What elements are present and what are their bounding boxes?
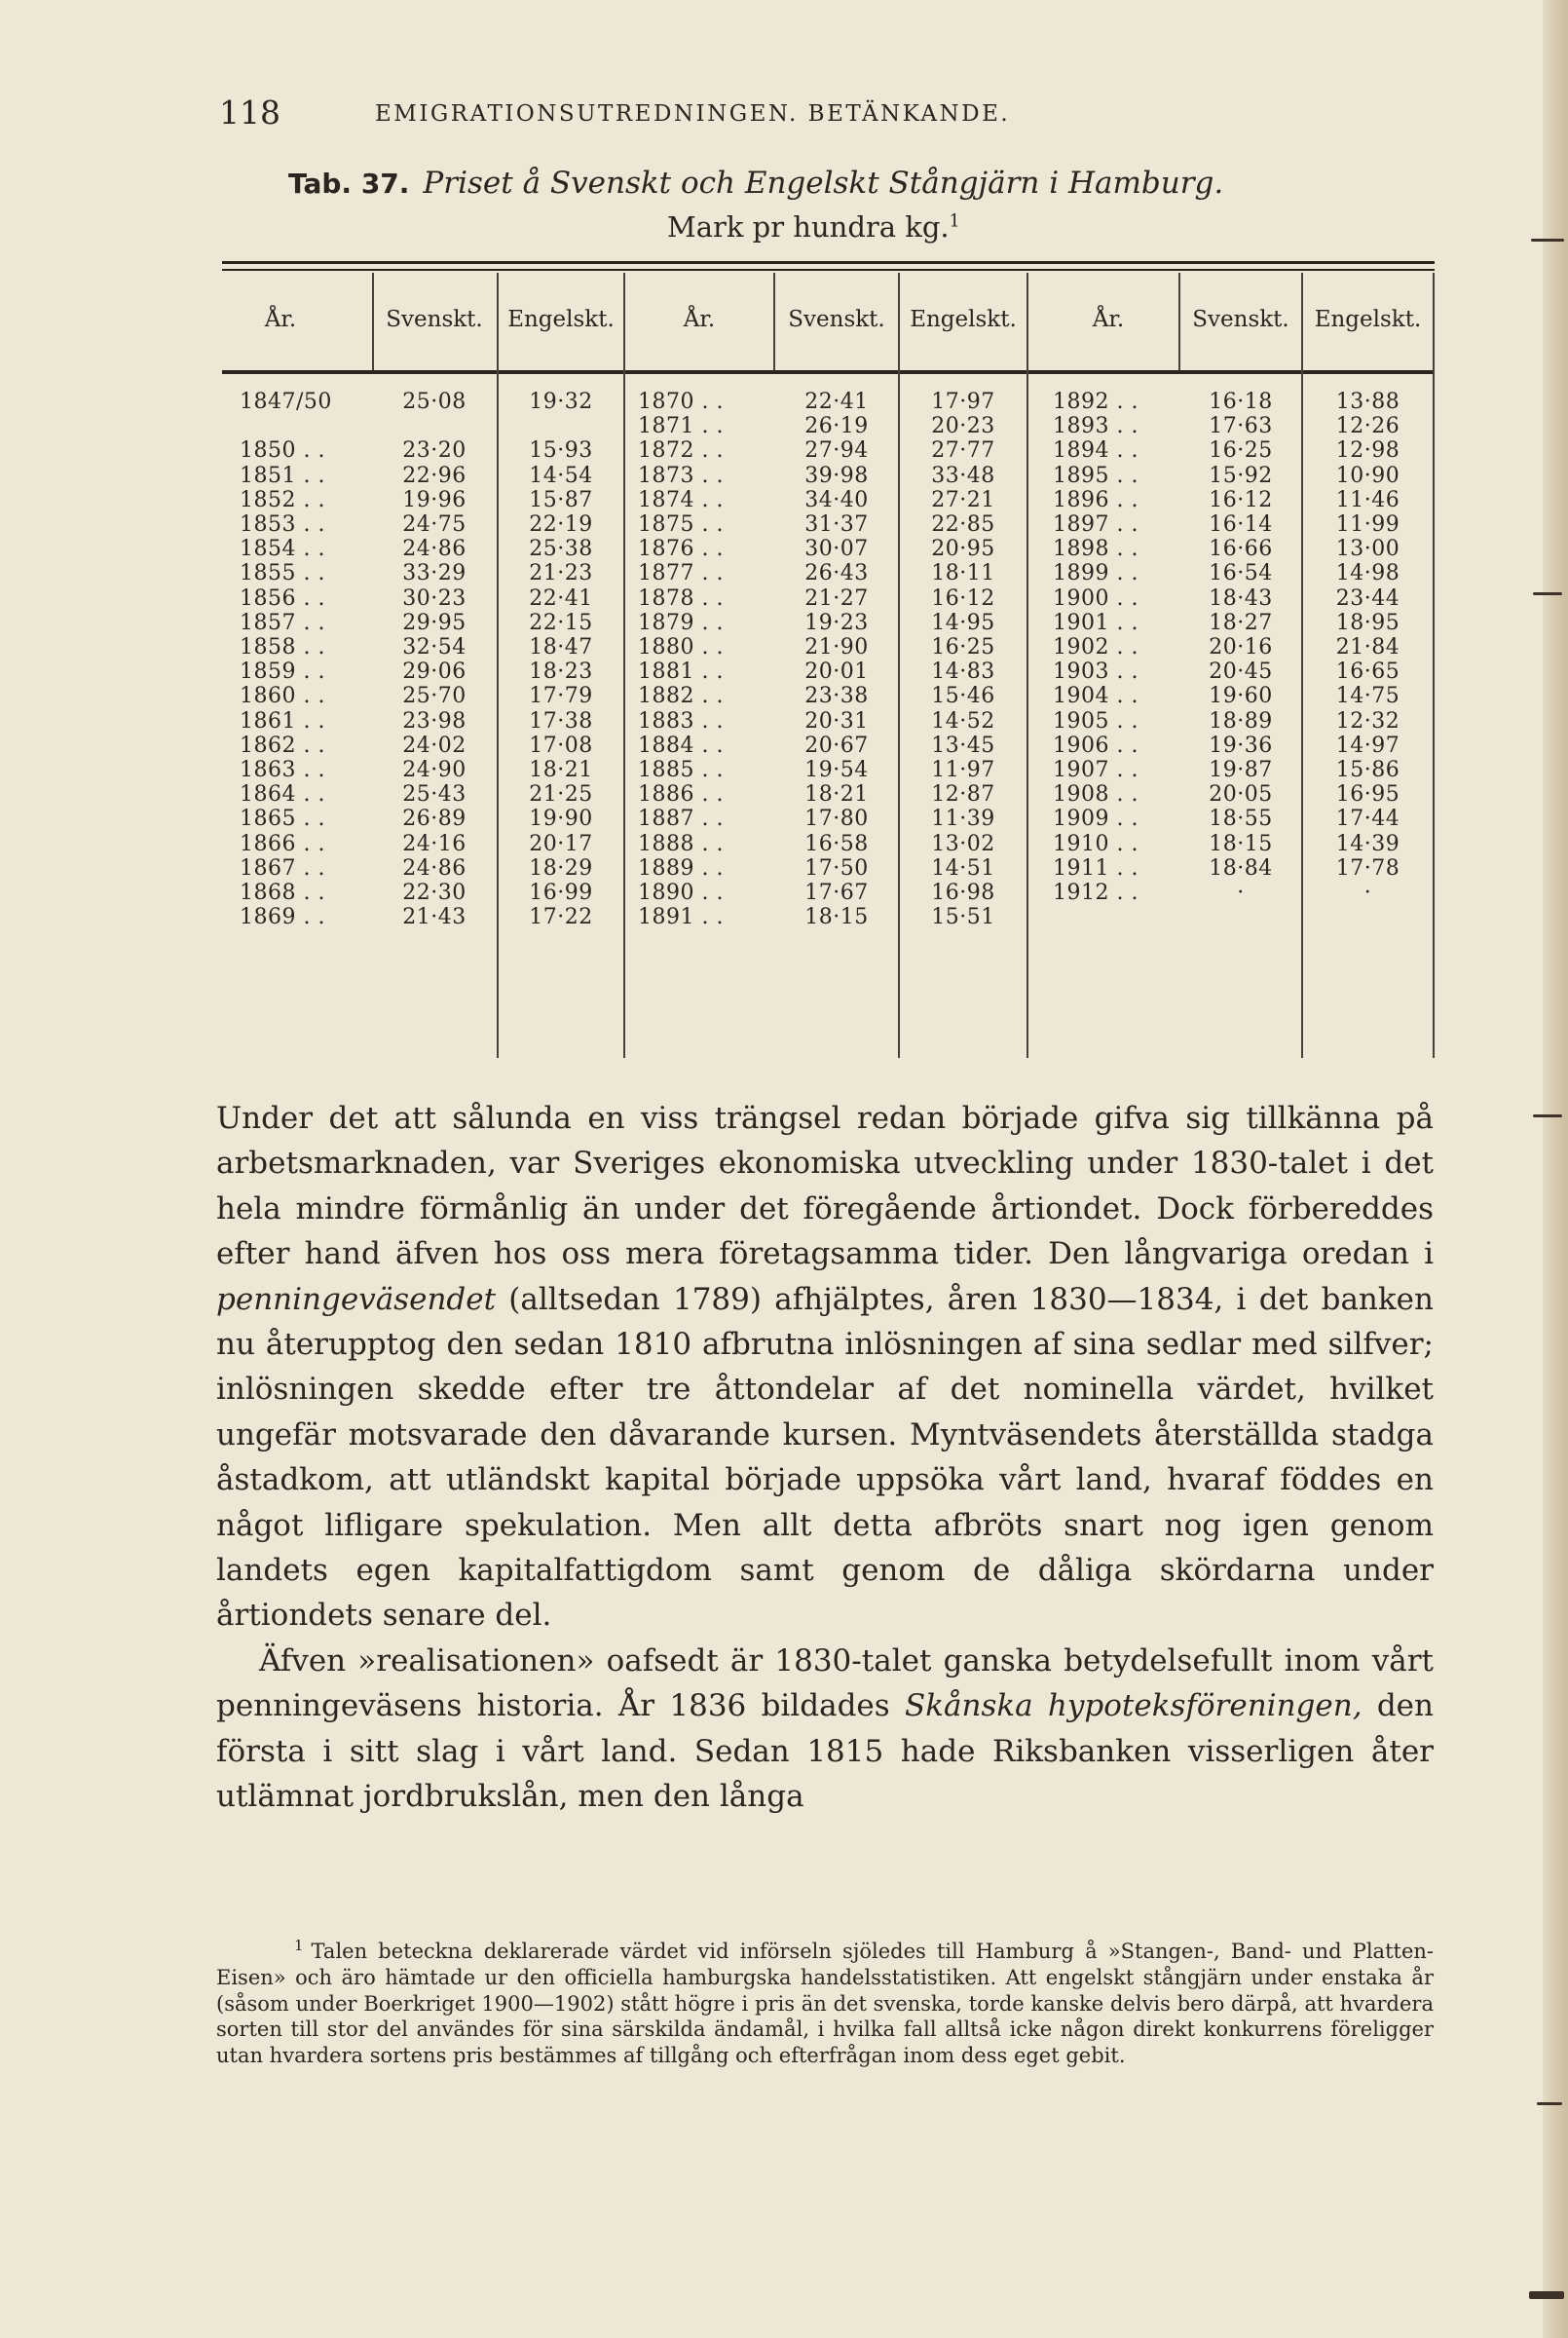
table-cell: 19·36 (1209, 733, 1273, 758)
table-cell: 20·67 (804, 733, 869, 758)
table-cell: 18·15 (804, 905, 869, 930)
running-head (219, 94, 1427, 132)
engelskt-column (1303, 390, 1433, 929)
table-cell: 14·97 (1335, 733, 1400, 758)
table-cell: 21·43 (402, 905, 467, 930)
table-cell: 17·97 (931, 390, 995, 414)
table-cell: 1903 . . (1053, 660, 1139, 685)
table-cell: 1882 . . (638, 684, 724, 709)
table-cell: 18·11 (931, 561, 995, 586)
table-cell: 1885 . . (638, 758, 724, 783)
table-cell: 1857 . . (240, 610, 325, 635)
table-cell: 21·90 (804, 635, 869, 660)
table-cell: 1852 . . (240, 487, 325, 512)
table-cell: 17·80 (804, 807, 869, 832)
table-cell: 16·58 (804, 831, 869, 856)
table-cell: 29·95 (402, 610, 467, 635)
table-cell: 22·41 (529, 585, 593, 611)
table-cell: 18·55 (1209, 807, 1273, 832)
column-header: Svenskt. (788, 307, 885, 332)
table-cell: 19·60 (1209, 684, 1273, 709)
column-header: År. (264, 307, 297, 332)
table-cell: · (1237, 881, 1245, 906)
table-cell: · (1363, 881, 1372, 906)
table-cell: 1864 . . (240, 782, 325, 808)
table-cell: 22·19 (529, 512, 593, 538)
table-cell: 1900 . . (1053, 585, 1139, 611)
table-cell: 24·90 (402, 758, 467, 783)
table-cell: 24·16 (402, 831, 467, 856)
page-number: 118 (219, 94, 280, 132)
table-cell (1303, 905, 1433, 929)
table-cell: 14·52 (931, 708, 995, 734)
table-cell: 17·78 (1335, 855, 1400, 881)
column-divider (1433, 273, 1435, 1058)
table-cell: 11·46 (1335, 487, 1400, 512)
table-cell: 20·95 (931, 537, 995, 562)
table-cell: 18·89 (1209, 708, 1273, 734)
table-cell: 17·22 (529, 905, 593, 930)
emphasis: Skånska hypoteksföreningen, (904, 1688, 1363, 1724)
table-cell: 21·23 (529, 561, 593, 586)
table-cell: 1859 . . (240, 660, 325, 685)
table-cell: 1896 . . (1053, 487, 1139, 512)
table-cell (374, 414, 495, 438)
table-cell: 1904 . . (1053, 684, 1139, 709)
table-cell: 20·45 (1209, 660, 1273, 685)
table-cell: 14·95 (931, 610, 995, 635)
text-run: (alltsedan 1789) afhjälptes, åren 1830—1834, i det banken nu återupptog den sedan 1810 afbrutna inlösningen af sina sedlar med silfver; inlösningen skedde efter tre åttondelar af det nominella värdet, hvilket ungefär motsvarade den dåvarande kursen. Myntväsendets återställda stadga åstadkom, att utländskt kapital började uppsöka vårt land, hvaraf föddes en något lifligare spekulation. Men allt detta afbröts snart nog igen genom landets egen kapitalfattigdom samt genom de dåliga skördarna under årtiondets senare del. (216, 1281, 1434, 1634)
table-cell: 23·98 (402, 708, 467, 734)
table-cell: 18·43 (1209, 585, 1273, 611)
table-cell: 21·27 (804, 585, 869, 611)
table-cell: 1874 . . (638, 487, 724, 512)
table-cell: 11·99 (1335, 512, 1400, 538)
table-cell: 1912 . . (1053, 881, 1139, 906)
table-cell: 1865 . . (240, 807, 325, 832)
table-cell: 1907 . . (1053, 758, 1139, 783)
table-cell: 16·25 (931, 635, 995, 660)
table-cell: 1855 . . (240, 561, 325, 586)
table-cell: 16·25 (1209, 438, 1273, 464)
table-cell: 16·14 (1209, 512, 1273, 538)
table-cell: 1863 . . (240, 758, 325, 783)
table-cell: 18·23 (529, 660, 593, 685)
paragraph (216, 1639, 1434, 1820)
table-cell: 23·20 (402, 438, 467, 464)
table-cell: 1853 . . (240, 512, 325, 538)
table-cell: 17·08 (529, 733, 593, 758)
table-cell: 27·21 (931, 487, 995, 512)
table-cell: 1851 . . (240, 463, 325, 488)
table-cell: 1909 . . (1053, 807, 1139, 832)
table-cell: 26·19 (804, 414, 869, 439)
table-top-rule (222, 269, 1435, 271)
table-cell: 13·88 (1335, 390, 1400, 414)
column-divider (623, 273, 625, 1058)
engelskt-column (499, 390, 623, 929)
table-cell: 1869 . . (240, 905, 325, 930)
year-column (638, 390, 770, 929)
table-cell: 1847/50 (240, 390, 332, 414)
table-cell: 34·40 (804, 487, 869, 512)
table-cell: 17·50 (804, 855, 869, 881)
table-cell: 24·75 (402, 512, 467, 538)
table-cell: 18·47 (529, 635, 593, 660)
table-cell: 22·85 (931, 512, 995, 538)
table-cell: 30·07 (804, 537, 869, 562)
table-cell: 16·54 (1209, 561, 1273, 586)
column-header: Engelskt. (507, 307, 615, 332)
table-cell: 33·48 (931, 463, 995, 488)
table-cell: 1873 . . (638, 463, 724, 488)
paragraph (216, 1096, 1434, 1639)
table-cell: 16·18 (1209, 390, 1273, 414)
table-cell: 1906 . . (1053, 733, 1139, 758)
table-cell: 13·02 (931, 831, 995, 856)
table-cell: 22·30 (402, 881, 467, 906)
table-cell: 14·51 (931, 855, 995, 881)
table-cell: 1860 . . (240, 684, 325, 709)
table-cell: 19·54 (804, 758, 869, 783)
table-cell: 11·39 (931, 807, 995, 832)
price-table (222, 261, 1435, 1058)
svenskt-column (374, 390, 495, 929)
table-cell: 15·87 (529, 487, 593, 512)
table-cell: 15·93 (529, 438, 593, 464)
table-cell: 1871 . . (638, 414, 724, 439)
table-cell: 1861 . . (240, 708, 325, 734)
table-cell: 1911 . . (1053, 855, 1139, 881)
column-header: Engelskt. (910, 307, 1017, 332)
table-cell: 17·44 (1335, 807, 1400, 832)
table-cell: 1883 . . (638, 708, 724, 734)
table-cell: 1854 . . (240, 537, 325, 562)
table-cell: 18·21 (804, 782, 869, 808)
year-column (240, 390, 370, 929)
table-cell: 1876 . . (638, 537, 724, 562)
table-cell: 1850 . . (240, 438, 325, 464)
column-header: Svenskt. (1192, 307, 1289, 332)
table-cell: 1889 . . (638, 855, 724, 881)
year-column (1053, 390, 1177, 929)
emphasis: penningeväsendet (216, 1281, 497, 1317)
table-cell: 17·63 (1209, 414, 1273, 439)
table-cell: 1905 . . (1053, 708, 1139, 734)
table-cell: 1887 . . (638, 807, 724, 832)
edge-mark (1537, 2102, 1562, 2105)
table-cell: 20·01 (804, 660, 869, 685)
table-cell: 1888 . . (638, 831, 724, 856)
svenskt-column (775, 390, 898, 929)
table-cell: 19·32 (529, 390, 593, 414)
table-cell: 15·46 (931, 684, 995, 709)
table-title: Priset å Svenskt och Engelskt Stångjärn i Hamburg. (423, 166, 1224, 201)
table-cell: 1868 . . (240, 881, 325, 906)
table-cell: 20·23 (931, 414, 995, 439)
table-cell: 13·00 (1335, 537, 1400, 562)
table-cell: 1894 . . (1053, 438, 1139, 464)
table-cell: 25·70 (402, 684, 467, 709)
table-cell: 1891 . . (638, 905, 724, 930)
table-cell: 14·39 (1335, 831, 1400, 856)
table-cell: 16·66 (1209, 537, 1273, 562)
engelskt-column (900, 390, 1027, 929)
table-cell (240, 414, 370, 438)
table-cell: 18·84 (1209, 855, 1273, 881)
column-header: År. (1092, 307, 1125, 332)
table-cell: 12·26 (1335, 414, 1400, 439)
table-cell: 16·12 (1209, 487, 1273, 512)
table-cell: 15·51 (931, 905, 995, 930)
table-cell (1180, 905, 1301, 929)
table-cell: 1866 . . (240, 831, 325, 856)
text-run: Under det att sålunda en viss trängsel redan började gifva sig tillkänna på arbetsmarknaden, var Sveriges ekonomiska utveckling under 1830-talet i det hela mindre förmånlig än under det föregående årtiondet. Dock förbereddes efter hand äfven hos oss mera företagsamma tider. Den långvariga oredan i (216, 1101, 1434, 1272)
edge-mark (1529, 2291, 1564, 2299)
unit-label: Mark pr hundra kg. (667, 210, 950, 244)
table-cell: 12·87 (931, 782, 995, 808)
table-cell: 33·29 (402, 561, 467, 586)
table-cell: 23·44 (1335, 585, 1400, 611)
table-cell: 1908 . . (1053, 782, 1139, 808)
table-cell: 16·98 (931, 881, 995, 906)
table-cell: 16·65 (1335, 660, 1400, 685)
edge-mark (1531, 239, 1564, 242)
table-cell: 20·05 (1209, 782, 1273, 808)
table-cell: 23·38 (804, 684, 869, 709)
table-cell: 1892 . . (1053, 390, 1139, 414)
table-cell: 25·43 (402, 782, 467, 808)
footnote-marker: 1 (294, 1937, 304, 1954)
table-cell: 19·87 (1209, 758, 1273, 783)
table-cell: 12·32 (1335, 708, 1400, 734)
table-cell: 1886 . . (638, 782, 724, 808)
table-cell: 26·89 (402, 807, 467, 832)
table-cell: 16·12 (931, 585, 995, 611)
table-cell: 15·86 (1335, 758, 1400, 783)
table-cell: 21·25 (529, 782, 593, 808)
table-top-rule (222, 261, 1435, 264)
table-cell: 1897 . . (1053, 512, 1139, 538)
table-cell: 16·95 (1335, 782, 1400, 808)
table-cell: 12·98 (1335, 438, 1400, 464)
table-cell: 1875 . . (638, 512, 724, 538)
text-run: den första i sitt slag i vårt land. Sedan 1815 hade Riksbanken visserligen åter utlämnat jordbrukslån, men den långa (216, 1688, 1434, 1815)
table-cell: 1881 . . (638, 660, 724, 685)
table-cell: 24·86 (402, 537, 467, 562)
column-header: År. (683, 307, 716, 332)
table-cell: 27·77 (931, 438, 995, 464)
table-cell: 1867 . . (240, 855, 325, 881)
table-cell: 1898 . . (1053, 537, 1139, 562)
table-cell: 24·86 (402, 855, 467, 881)
column-divider (1027, 273, 1028, 1058)
table-cell: 1902 . . (1053, 635, 1139, 660)
table-cell: 1901 . . (1053, 610, 1139, 635)
text-run: Äfven »realisationen» oafsedt är 1830-talet ganska betydelsefullt inom vårt penningeväsens historia. År 1836 bildades (216, 1642, 1434, 1724)
table-cell: 1877 . . (638, 561, 724, 586)
table-cell: 1893 . . (1053, 414, 1139, 439)
table-cell: 1895 . . (1053, 463, 1139, 488)
table-cell: 29·06 (402, 660, 467, 685)
footnote (216, 1933, 1434, 2069)
table-cell: 18·95 (1335, 610, 1400, 635)
table-cell (499, 414, 623, 438)
table-cell: 14·83 (931, 660, 995, 685)
table-cell: 19·96 (402, 487, 467, 512)
table-cell: 14·98 (1335, 561, 1400, 586)
table-cell: 22·96 (402, 463, 467, 488)
body-text (216, 1096, 1434, 1820)
table-cell: 20·31 (804, 708, 869, 734)
table-cell: 17·67 (804, 881, 869, 906)
table-cell: 21·84 (1335, 635, 1400, 660)
table-cell: 15·92 (1209, 463, 1273, 488)
table-cell: 18·27 (1209, 610, 1273, 635)
table-cell: 26·43 (804, 561, 869, 586)
page-edge (1543, 0, 1568, 2338)
table-cell: 1879 . . (638, 610, 724, 635)
table-cell: 1899 . . (1053, 561, 1139, 586)
edge-mark (1533, 1114, 1562, 1117)
table-cell: 1878 . . (638, 585, 724, 611)
table-cell: 20·16 (1209, 635, 1273, 660)
table-cell: 1870 . . (638, 390, 724, 414)
table-cell: 1884 . . (638, 733, 724, 758)
table-cell: 18·15 (1209, 831, 1273, 856)
table-cell: 32·54 (402, 635, 467, 660)
table-cell: 39·98 (804, 463, 869, 488)
table-cell: 17·38 (529, 708, 593, 734)
table-caption (288, 166, 1223, 201)
footnote-marker: 1 (949, 211, 960, 232)
table-cell: 11·97 (931, 758, 995, 783)
table-cell: 24·02 (402, 733, 467, 758)
table-cell: 30·23 (402, 585, 467, 611)
table-cell: 13·45 (931, 733, 995, 758)
column-header: Engelskt. (1314, 307, 1422, 332)
footnote-text: Talen beteckna deklarerade värdet vid införseln sjöledes till Hamburg å »Stangen-, Band- und Platten-Eisen» och äro hämtade ur den officiella hamburgska handelsstatistiken. Att engelskt stångjärn under enstaka år (såsom under Boerkriget 1900—1902) stått högre i pris än det svenska, torde kanske delvis bero därpå, att hvardera sorten till stor del användes för sina särskilda ändamål, i hvilka fall alltså icke någon direkt konkurrens föreligger utan hvardera sortens pris bestämmes af tillgång och efterfrågan inom dess eget gebit. (216, 1940, 1434, 2068)
table-cell: 1880 . . (638, 635, 724, 660)
table-cell: 14·75 (1335, 684, 1400, 709)
column-header: Svenskt. (386, 307, 483, 332)
table-cell: 1890 . . (638, 881, 724, 906)
table-cell: 19·90 (529, 807, 593, 832)
table-cell: 22·41 (804, 390, 869, 414)
edge-mark (1533, 592, 1562, 595)
table-cell: 10·90 (1335, 463, 1400, 488)
table-subtitle (667, 210, 960, 244)
table-cell: 25·38 (529, 537, 593, 562)
table-cell: 31·37 (804, 512, 869, 538)
running-title: EMIGRATIONSUTREDNINGEN. BETÄNKANDE. (375, 101, 1011, 127)
table-cell: 20·17 (529, 831, 593, 856)
table-cell: 17·79 (529, 684, 593, 709)
header-rule (222, 370, 1435, 374)
table-cell: 25·08 (402, 390, 467, 414)
table-cell: 1862 . . (240, 733, 325, 758)
table-cell: 16·99 (529, 881, 593, 906)
table-cell: 1858 . . (240, 635, 325, 660)
table-cell: 22·15 (529, 610, 593, 635)
table-cell: 1910 . . (1053, 831, 1139, 856)
table-cell: 19·23 (804, 610, 869, 635)
table-cell (1053, 905, 1177, 929)
svenskt-column (1180, 390, 1301, 929)
table-cell: 1856 . . (240, 585, 325, 611)
table-cell: 27·94 (804, 438, 869, 464)
table-cell: 14·54 (529, 463, 593, 488)
table-label: Tab. 37. (288, 168, 410, 200)
table-cell: 1872 . . (638, 438, 724, 464)
table-cell: 18·21 (529, 758, 593, 783)
table-cell: 18·29 (529, 855, 593, 881)
